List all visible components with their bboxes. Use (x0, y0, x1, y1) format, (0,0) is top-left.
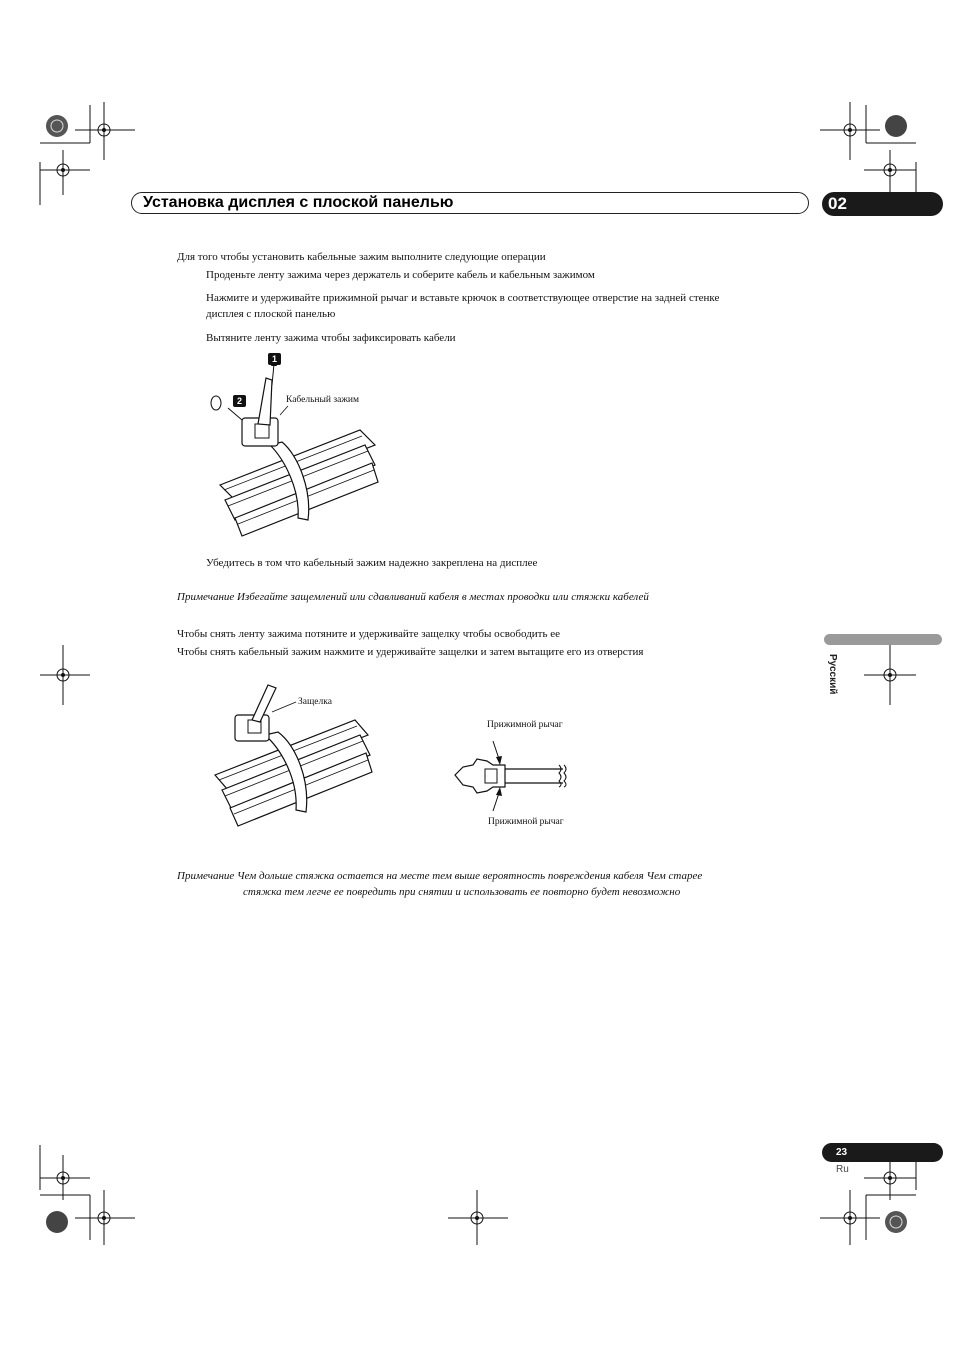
label-cable-clamp: Кабельный зажим (286, 395, 359, 405)
latch-illustration (215, 685, 372, 826)
step-1-text: Проденьте ленту зажима через держатель и соберите кабель и кабельным зажимом (206, 269, 595, 281)
remove-band-text: Чтобы снять ленту зажима потяните и удерживайте защелку чтобы освободить ее (177, 628, 561, 640)
step-3-text: Вытяните ленту зажима чтобы зафиксировать кабели (206, 332, 456, 344)
language-tab-label: Русский (827, 654, 838, 695)
intro-text: Для того чтобы установить кабельные зажим выполните следующие операции (177, 251, 546, 263)
remove-clamp-text: Чтобы снять кабельный зажим нажмите и удерживайте защелки и затем вытащите его из отверстия (177, 646, 644, 658)
note-2-line-2: стяжка тем легче ее повредить при снятии и использовать ее повторно будет невозможно (243, 886, 681, 898)
label-latch: Защелка (298, 697, 332, 707)
step-2-text-line-1: Нажмите и удерживайте прижимной рычаг и вставьте крючок в соответствующее отверстие на задней стенке (206, 292, 720, 304)
step-2-text-line-2: дисплея с плоской панелью (206, 308, 336, 320)
cable-clamp-illustration (200, 350, 390, 540)
chapter-title: Установка дисплея с плоской панелью (143, 194, 454, 211)
clamp-lever-illustration (455, 741, 566, 811)
page-number: 23 (822, 1143, 943, 1162)
step-badge-1: 1 (268, 353, 281, 365)
note-2-line-1: Примечание Чем дольше стяжка остается на месте тем выше вероятность повреждения кабеля Чем старее (177, 870, 703, 882)
language-tab-bar (824, 634, 942, 645)
note-1: Примечание Избегайте защемлений или сдавливаний кабеля в местах проводки или стяжки кабелей (177, 591, 649, 603)
step-badge-2: 2 (233, 395, 246, 407)
page-language-code: Ru (836, 1164, 849, 1175)
label-lever-bottom: Прижимной рычаг (488, 817, 564, 827)
step-4-text: Убедитесь в том что кабельный зажим надежно закреплена на дисплее (206, 557, 538, 569)
label-lever-top: Прижимной рычаг (487, 720, 563, 730)
chapter-number-badge: 02 (822, 192, 943, 216)
